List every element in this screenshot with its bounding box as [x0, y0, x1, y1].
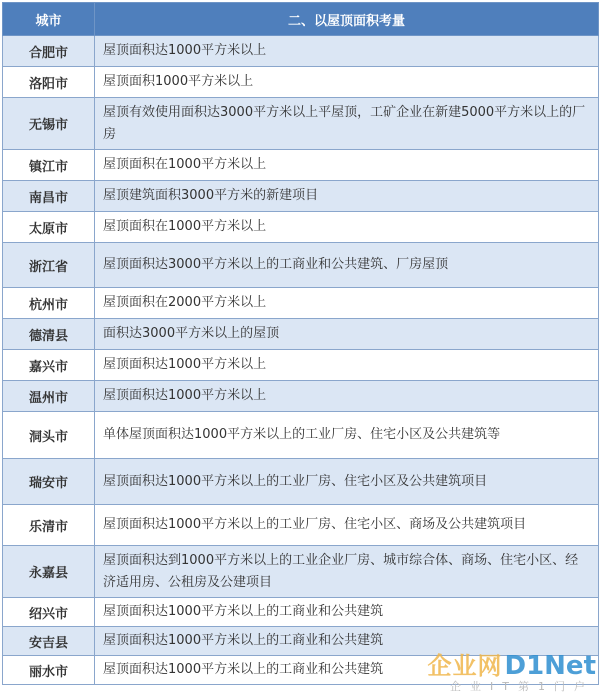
table-row — [3, 381, 599, 412]
requirement-cell: 屋顶面积达1000平方米以上的工商业和公共建筑 — [95, 598, 599, 627]
requirement-cell: 屋顶面积达3000平方米以上的工商业和公共建筑、厂房屋顶 — [95, 243, 599, 288]
requirement-cell: 屋顶面积达1000平方米以上 — [95, 350, 599, 381]
table-row — [3, 627, 599, 656]
requirement-cell: 屋顶面积在1000平方米以上 — [95, 150, 599, 181]
city-cell: 无锡市 — [3, 98, 95, 150]
table-row — [3, 350, 599, 381]
table-row — [3, 656, 599, 685]
city-cell: 杭州市 — [3, 288, 95, 319]
city-cell: 嘉兴市 — [3, 350, 95, 381]
city-cell: 洛阳市 — [3, 67, 95, 98]
table-row — [3, 598, 599, 627]
requirement-cell: 屋顶面积在1000平方米以上 — [95, 212, 599, 243]
city-cell: 温州市 — [3, 381, 95, 412]
table-row — [3, 98, 599, 150]
requirement-cell: 屋顶建筑面积3000平方米的新建项目 — [95, 181, 599, 212]
city-cell: 绍兴市 — [3, 598, 95, 627]
city-cell: 永嘉县 — [3, 546, 95, 598]
table-row — [3, 243, 599, 288]
city-cell: 瑞安市 — [3, 459, 95, 505]
city-cell: 安吉县 — [3, 627, 95, 656]
requirement-cell: 屋顶面积达1000平方米以上的工商业和公共建筑 — [95, 627, 599, 656]
header-requirement: 二、以屋顶面积考量 — [95, 3, 599, 36]
header-city: 城市 — [3, 3, 95, 36]
table-row — [3, 36, 599, 67]
watermark-brand-cn: 企业网 — [427, 652, 503, 680]
table-header-row — [3, 3, 599, 36]
watermark-tagline: 企业IT第1门户 — [450, 680, 594, 693]
city-cell: 合肥市 — [3, 36, 95, 67]
table-row — [3, 150, 599, 181]
city-cell: 太原市 — [3, 212, 95, 243]
requirement-cell: 屋顶面积达1000平方米以上的工商业和公共建筑 — [95, 656, 599, 685]
requirement-cell: 屋顶面积达1000平方米以上 — [95, 381, 599, 412]
requirement-cell: 屋顶面积在2000平方米以上 — [95, 288, 599, 319]
city-cell: 洞头市 — [3, 412, 95, 459]
requirement-cell: 屋顶面积1000平方米以上 — [95, 67, 599, 98]
city-cell: 丽水市 — [3, 656, 95, 685]
requirement-cell: 屋顶有效使用面积达3000平方米以上平屋顶，工矿企业在新建5000平方米以上的厂房 — [95, 98, 599, 150]
city-cell: 南昌市 — [3, 181, 95, 212]
requirement-cell: 屋顶面积达1000平方米以上的工业厂房、住宅小区、商场及公共建筑项目 — [95, 505, 599, 546]
watermark-brand-en: D1Net — [504, 651, 596, 681]
table-row — [3, 459, 599, 505]
requirement-cell: 单体屋顶面积达1000平方米以上的工业厂房、住宅小区及公共建筑等 — [95, 412, 599, 459]
requirement-cell: 屋顶面积达1000平方米以上 — [95, 36, 599, 67]
table-row — [3, 288, 599, 319]
requirement-cell: 屋顶面积达到1000平方米以上的工业企业厂房、城市综合体、商场、住宅小区、经济适用房、公租房及公建项目 — [95, 546, 599, 598]
table-row — [3, 67, 599, 98]
city-cell: 德清县 — [3, 319, 95, 350]
requirement-cell: 面积达3000平方米以上的屋顶 — [95, 319, 599, 350]
table-row — [3, 505, 599, 546]
requirement-cell: 屋顶面积达1000平方米以上的工业厂房、住宅小区及公共建筑项目 — [95, 459, 599, 505]
city-cell: 浙江省 — [3, 243, 95, 288]
table-row — [3, 412, 599, 459]
city-cell: 乐清市 — [3, 505, 95, 546]
table-row — [3, 319, 599, 350]
policy-table — [2, 2, 599, 685]
table-row — [3, 212, 599, 243]
city-cell: 镇江市 — [3, 150, 95, 181]
table-row — [3, 181, 599, 212]
table-row — [3, 546, 599, 598]
